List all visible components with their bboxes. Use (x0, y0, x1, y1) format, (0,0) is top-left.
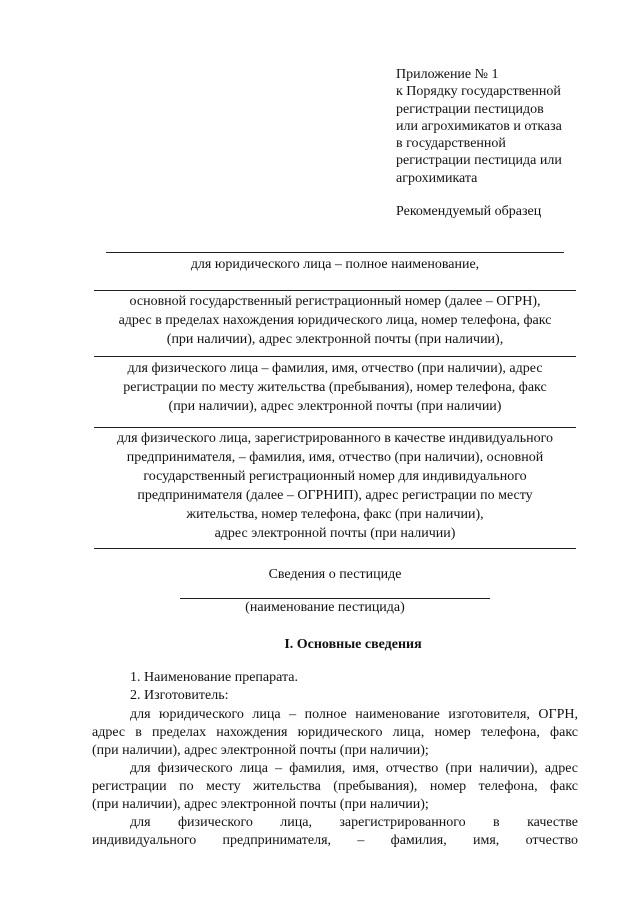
paragraph-3-line: индивидуального предпринимателя, – фамилия, имя, отчество (92, 833, 578, 848)
paragraph-3-line: для физического лица, зарегистрированного в качестве (130, 815, 578, 830)
appendix-line: регистрации пестицидов (396, 101, 544, 117)
paragraph-2-line: для физического лица – фамилия, имя, отчество (при наличии), адрес (130, 761, 578, 776)
paragraph-1-line: для юридического лица – полное наименование изготовителя, ОГРН, (130, 707, 578, 722)
legal-entity-caption-cont (92, 292, 578, 349)
individual-caption (92, 359, 578, 416)
paragraph-2-line: (при наличии), адрес электронной почты (при наличии); (92, 797, 429, 812)
appendix-line: к Порядку государственной (396, 84, 561, 100)
fill-line-pesticide-name (180, 598, 490, 599)
section-heading: I. Основные сведения (284, 637, 422, 652)
caption-line: для физического лица, зарегистрированного в качестве индивидуального (116, 431, 554, 446)
pesticide-name-caption: (наименование пестицида) (245, 600, 405, 615)
caption-line: (при наличии), адрес электронной почты (при наличии), (166, 332, 504, 347)
legal-entity-caption (92, 255, 578, 274)
fill-line-bottom (94, 548, 576, 549)
paragraph-1-line: адрес в пределах нахождения юридического лица, номер телефона, факс (92, 725, 578, 740)
item-1: 1. Наименование препарата. (130, 670, 298, 685)
caption-line: предпринимателя (далее – ОГРНИП), адрес регистрации по месту (137, 488, 533, 503)
pesticide-info-title: Сведения о пестициде (268, 567, 402, 582)
fill-line-legal-entity-2 (94, 290, 576, 291)
caption-line: основной государственный регистрационный номер (далее – ОГРН), (129, 294, 541, 309)
appendix-line: регистрации пестицида или (396, 153, 562, 169)
item-2: 2. Изготовитель: (130, 688, 229, 703)
caption-line: жительства, номер телефона, факс (при наличии), (186, 507, 484, 522)
appendix-line: в государственной (396, 136, 506, 152)
fill-line-legal-entity-1 (106, 252, 564, 253)
paragraph-2-line: регистрации по месту жительства (пребывания), номер телефона, факс (92, 779, 578, 794)
paragraph-1-line: (при наличии), адрес электронной почты (при наличии); (92, 743, 429, 758)
caption-line: предпринимателя, – фамилия, имя, отчество (при наличии), основной (126, 450, 544, 465)
caption-line: для физического лица – фамилия, имя, отчество (при наличии), адрес (127, 361, 543, 376)
caption-line: для юридического лица – полное наименование, (190, 257, 480, 272)
caption-line: (при наличии), адрес электронной почты (при наличии) (168, 399, 502, 414)
appendix-line: агрохимиката (396, 170, 478, 186)
caption-line: регистрации по месту жительства (пребывания), номер телефона, факс (123, 380, 547, 395)
appendix-line: или агрохимикатов и отказа (396, 118, 562, 134)
fill-line-entrepreneur (94, 427, 576, 428)
appendix-header (396, 66, 596, 187)
fill-line-individual (94, 356, 576, 357)
caption-line: адрес в пределах нахождения юридического лица, номер телефона, факс (118, 313, 552, 328)
caption-line: государственный регистрационный номер для индивидуального (143, 469, 527, 484)
recommended-sample-label: Рекомендуемый образец (396, 204, 542, 219)
caption-line: адрес электронной почты (при наличии) (214, 526, 456, 541)
appendix-line: Приложение № 1 (396, 67, 499, 82)
entrepreneur-caption (92, 429, 578, 543)
